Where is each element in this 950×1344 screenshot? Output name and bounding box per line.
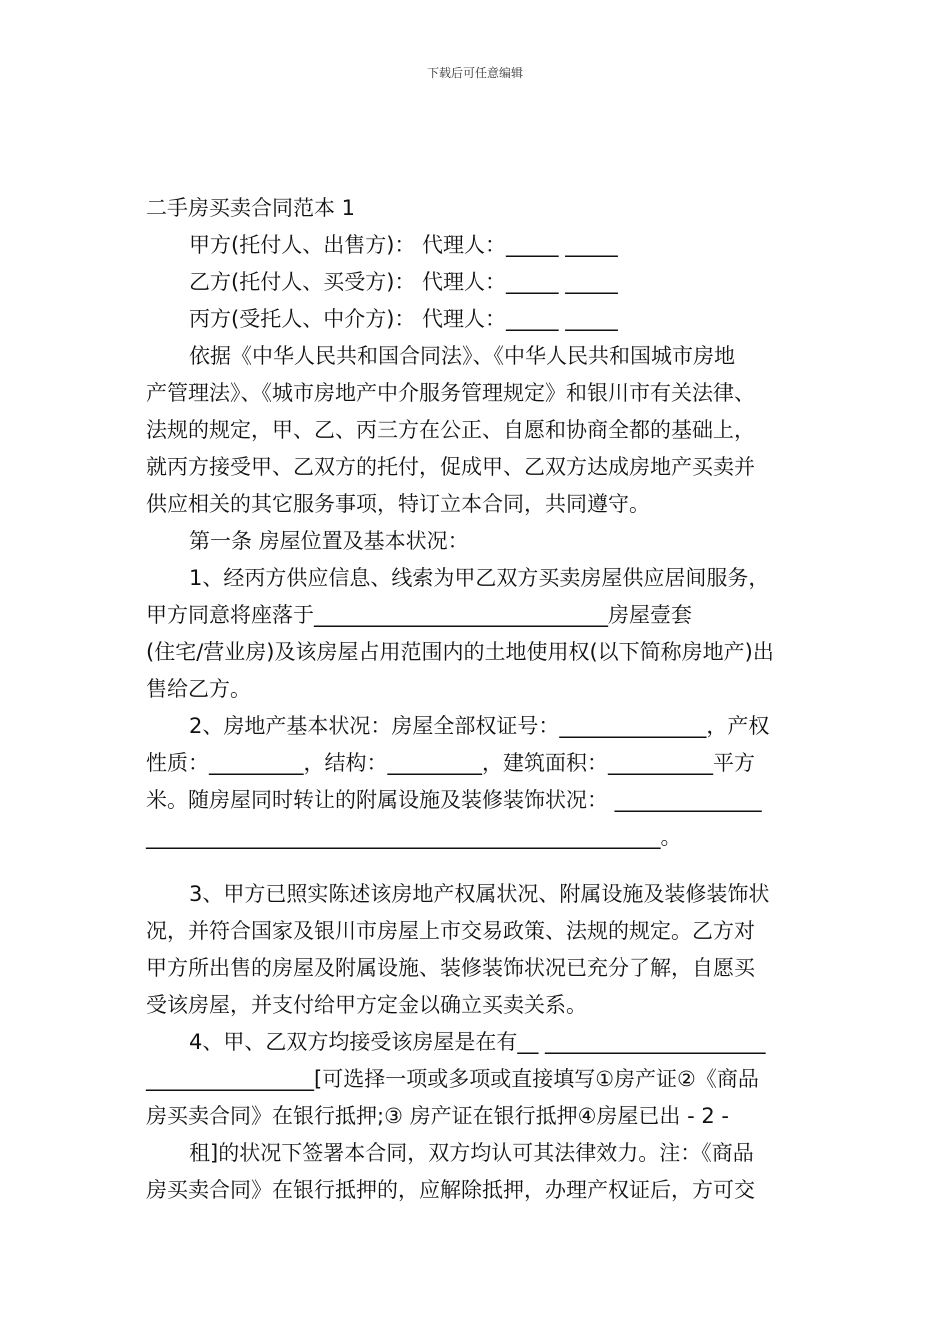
party-c-line: 丙方(受托人、中介方)： 代理人：_____ _____ — [189, 307, 618, 331]
paragraph-line: 售给乙方。 — [146, 677, 251, 701]
party-a-line: 甲方(托付人、出售方)： 代理人：_____ _____ — [189, 233, 618, 257]
paragraph-line: (住宅/营业房)及该房屋占用范围内的土地使用权(以下简称房地产)出 — [146, 640, 774, 664]
paragraph-line: _________________________________________________。 — [146, 825, 682, 849]
paragraph-line: 产管理法》、《城市房地产中介服务管理规定》和银川市有关法律、 — [146, 381, 755, 405]
paragraph-line: 法规的规定，甲、乙、丙三方在公正、自愿和协商全都的基础上， — [146, 418, 755, 442]
paragraph-gap — [146, 856, 816, 876]
paragraph-line: 4、甲、乙双方均接受该房屋是在有__ _____________________ — [189, 1030, 766, 1054]
page-header: 下载后可任意编辑 — [426, 66, 523, 80]
paragraph-line: 性质：_________，结构：_________，建筑面积：__________平方 — [146, 751, 755, 775]
paragraph-line: 房买卖合同》在银行抵押的，应解除抵押，办理产权证后，方可交 — [146, 1178, 755, 1202]
doc-title: 二手房买卖合同范本 1 — [146, 196, 356, 220]
paragraph-line: 租]的状况下签署本合同，双方均认可其法律效力。注：《商品 — [189, 1141, 754, 1165]
paragraph-line: 况，并符合国家及银川市房屋上市交易政策、法规的规定。乙方对 — [146, 919, 755, 943]
paragraph-line: 1、经丙方供应信息、线索为甲乙双方买卖房屋供应居间服务， — [189, 566, 770, 590]
paragraph-line: 3、甲方已照实陈述该房地产权属状况、附属设施及装修装饰状 — [189, 882, 770, 906]
paragraph-line: 受该房屋，并支付给甲方定金以确立买卖关系。 — [146, 993, 587, 1017]
paragraph-line: 供应相关的其它服务事项，特订立本合同，共同遵守。 — [146, 492, 650, 516]
article-heading: 第一条 房屋位置及基本状况： — [189, 529, 469, 553]
paragraph-line: 米。随房屋同时转让的附属设施及装修装饰状况： ______________ — [146, 788, 762, 812]
paragraph-line: 就丙方接受甲、乙双方的托付，促成甲、乙双方达成房地产买卖并 — [146, 455, 755, 479]
document-body — [146, 190, 816, 1209]
paragraph-line: 房买卖合同》在银行抵押;③ 房产证在银行抵押④房屋已出 - 2 - — [146, 1104, 729, 1128]
paragraph-line: ________________[可选择一项或多项或直接填写①房产证②《商品 — [146, 1067, 759, 1091]
paragraph-line: 甲方所出售的房屋及附属设施、装修装饰状况已充分了解，自愿买 — [146, 956, 755, 980]
paragraph-line: 甲方同意将座落于____________________________房屋壹套 — [146, 603, 692, 627]
party-b-line: 乙方(托付人、买受方)： 代理人：_____ _____ — [189, 270, 618, 294]
paragraph-line: 2、房地产基本状况：房屋全部权证号：______________，产权 — [189, 714, 770, 738]
paragraph-line: 依据《中华人民共和国合同法》、《中华人民共和国城市房地 — [189, 344, 735, 368]
